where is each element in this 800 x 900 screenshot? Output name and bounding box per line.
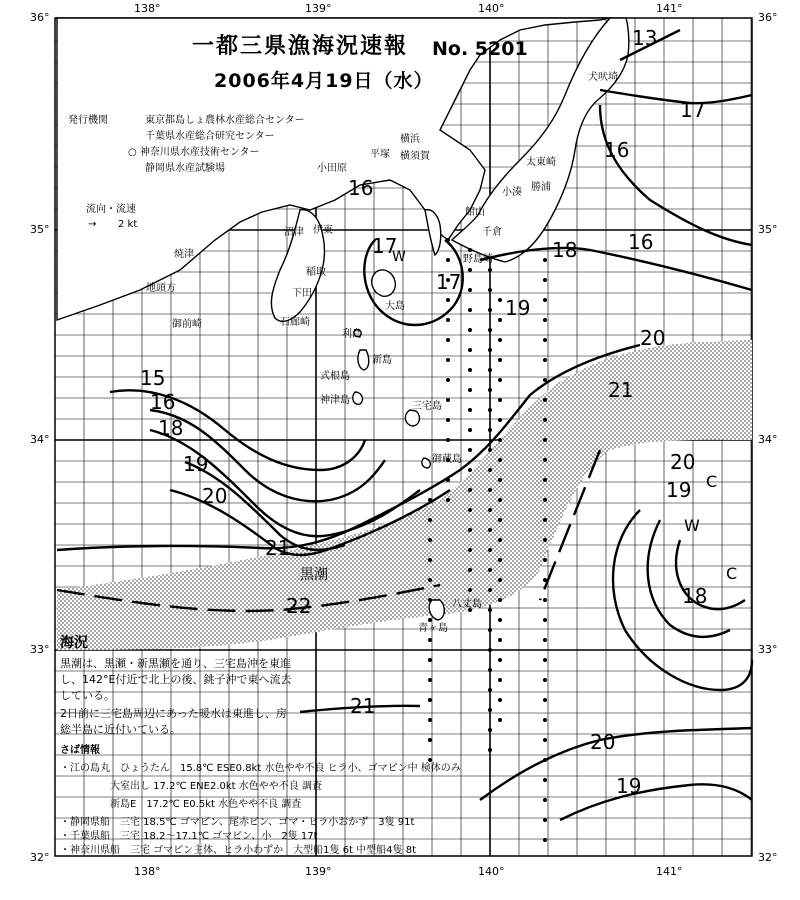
station-dot	[446, 478, 450, 482]
lat-tick-33-right: 33°	[758, 643, 778, 656]
station-dot	[543, 458, 547, 462]
station-dot	[543, 758, 547, 762]
station-dot	[446, 358, 450, 362]
place-ito: 伊東	[313, 225, 333, 236]
station-dot	[468, 448, 472, 452]
station-dot	[543, 478, 547, 482]
station-dot	[446, 258, 450, 262]
station-dot	[543, 378, 547, 382]
temp-label-21-west: 21	[265, 536, 291, 560]
station-dot	[488, 448, 492, 452]
station-dot	[543, 658, 547, 662]
circle-icon: ○	[128, 147, 137, 158]
station-dot	[468, 308, 472, 312]
temp-label-18-east: 18	[552, 238, 578, 262]
temp-label-18-ring: 18	[682, 584, 708, 608]
temp-label-19-ring: 19	[666, 478, 692, 502]
station-dot	[446, 498, 450, 502]
lat-tick-32-left: 32°	[30, 851, 50, 864]
place-inubozaki: 犬吠埼	[588, 72, 618, 83]
station-dot	[488, 628, 492, 632]
station-dot	[488, 608, 492, 612]
temp-label-17-east: 17	[680, 98, 706, 122]
temp-label-17-oshima: 17	[436, 270, 462, 294]
kozushima	[353, 392, 363, 404]
lat-tick-36-right: 36°	[758, 11, 778, 24]
station-dot	[498, 378, 502, 382]
station-dot	[488, 748, 492, 752]
place-aogashima: 青ヶ島	[418, 623, 448, 634]
station-dot	[488, 368, 492, 372]
station-dot	[543, 278, 547, 282]
station-dot	[543, 638, 547, 642]
station-dot	[468, 328, 472, 332]
temp-label-19-east: 19	[505, 296, 531, 320]
station-dot	[498, 398, 502, 402]
station-dot	[428, 658, 432, 662]
station-dot	[468, 348, 472, 352]
station-dot	[498, 638, 502, 642]
isotherm-19-ring	[648, 516, 730, 637]
station-dot	[543, 618, 547, 622]
station-dot	[543, 418, 547, 422]
place-shimoda: 下田	[292, 288, 312, 299]
station-dot	[468, 488, 472, 492]
station-dot	[428, 558, 432, 562]
station-dot	[498, 518, 502, 522]
temp-label-16-west: 16	[150, 390, 176, 414]
station-dot	[488, 348, 492, 352]
fishing-row-1: ・江の島丸 ひょうたん 15.8℃ ESE0.8kt 水色やや不良 ヒラ小、ゴマピン中 検体のみ	[60, 763, 461, 774]
sea-condition-line-4: 2日前に三宅島周辺にあった暖水は東進し、房	[60, 707, 287, 720]
isotherm-16-east	[600, 105, 752, 245]
station-dot	[498, 498, 502, 502]
place-odawara: 小田原	[317, 163, 347, 174]
station-dot	[468, 288, 472, 292]
place-toshima: 利島	[342, 329, 362, 340]
station-dot	[543, 538, 547, 542]
station-dot	[543, 498, 547, 502]
station-dot	[428, 578, 432, 582]
fishing-row-5: ・千葉県船 三宅 18.2～17.1℃ ゴマピン、小 2隻 17t	[60, 831, 318, 842]
station-dot	[428, 758, 432, 762]
station-dot	[543, 818, 547, 822]
station-dot	[428, 638, 432, 642]
isotherm-19-east	[560, 784, 752, 820]
station-dot	[543, 358, 547, 362]
temp-label-15: 15	[140, 366, 166, 390]
station-dot	[498, 458, 502, 462]
sea-condition-heading: 海況	[60, 635, 88, 651]
temp-label-21-east: 21	[608, 378, 634, 402]
station-dot	[498, 418, 502, 422]
sea-condition-line-5: 総半島に近付いている。	[60, 723, 181, 736]
station-dot	[428, 618, 432, 622]
station-dot	[498, 618, 502, 622]
station-dot	[488, 508, 492, 512]
place-hachijojima: 八丈島	[452, 599, 482, 610]
mikurajima	[422, 458, 430, 468]
fishing-row-3: 新島E 17.2℃ E0.5kt 水色やや不良 調査	[60, 799, 302, 810]
publisher-line-2: 千葉県水産総合研究センター	[145, 131, 275, 142]
temp-label-19-south: 19	[616, 774, 642, 798]
isotherm-18-west	[150, 430, 420, 536]
temp-label-16-izu: 16	[348, 176, 374, 200]
station-dot	[498, 538, 502, 542]
legend-speed: 2 kt	[118, 219, 138, 230]
station-dot	[488, 308, 492, 312]
place-yokohama: 横浜	[400, 134, 420, 145]
station-dot	[543, 398, 547, 402]
station-dot	[488, 548, 492, 552]
temp-label-20-ring: 20	[670, 450, 696, 474]
station-dot	[488, 648, 492, 652]
report-date: 2006年4月19日（水）	[214, 70, 434, 92]
fishing-row-4: ・静岡県船 三宅 18.5℃ ゴマピン、尾赤ピン、ゴマ・ヒラ小おかず 3隻 91t	[60, 817, 415, 828]
lat-tick-32-right: 32°	[758, 851, 778, 864]
station-dot	[468, 528, 472, 532]
temp-label-18-west: 18	[158, 416, 184, 440]
station-dot	[488, 428, 492, 432]
place-tateyama: 館山	[465, 207, 485, 218]
station-dot	[428, 538, 432, 542]
station-dot	[468, 388, 472, 392]
lat-tick-36-left: 36°	[30, 11, 50, 24]
station-dot	[428, 598, 432, 602]
sea-condition-line-3: している。	[60, 689, 115, 702]
station-dot	[498, 318, 502, 322]
station-dot	[446, 398, 450, 402]
station-dot	[498, 338, 502, 342]
station-dot	[468, 368, 472, 372]
station-dot	[498, 598, 502, 602]
place-kominato: 小湊	[502, 187, 522, 198]
publisher-line-3-text: 神奈川県水産技術センター	[139, 147, 260, 158]
station-dot	[488, 468, 492, 472]
station-dot	[498, 438, 502, 442]
publisher-line-3	[128, 148, 260, 158]
station-dot	[488, 568, 492, 572]
station-dot	[498, 678, 502, 682]
legend-current-label: 流向・流速	[86, 204, 136, 215]
station-dot	[468, 588, 472, 592]
publisher-line-1: 東京都島しょ農林水産総合センター	[145, 115, 305, 126]
station-dot	[428, 698, 432, 702]
miyakejima	[405, 410, 419, 426]
lon-tick-140-top: 140°	[478, 2, 505, 15]
station-dot	[543, 598, 547, 602]
lat-tick-34-right: 34°	[758, 433, 778, 446]
eddy-warm-mark: W	[392, 249, 406, 265]
station-dot	[488, 728, 492, 732]
station-dot	[468, 548, 472, 552]
station-dot	[468, 468, 472, 472]
lat-tick-35-right: 35°	[758, 223, 778, 236]
station-dot	[488, 388, 492, 392]
station-dot	[468, 248, 472, 252]
station-dot	[543, 338, 547, 342]
place-yokosuka: 横須賀	[400, 151, 430, 162]
place-inatori: 稲取	[306, 267, 326, 278]
eddy-cold-mark-1: C	[706, 472, 718, 491]
fishing-row-6: ・神奈川県船 三宅 ゴマピン主体、ヒラ小わずか 大型船1隻 6t 中型船4隻 8t	[60, 845, 417, 856]
niijima	[358, 350, 369, 370]
station-dot	[446, 438, 450, 442]
station-dot	[543, 838, 547, 842]
oshima	[372, 270, 396, 296]
place-yaizu: 焼津	[174, 249, 194, 260]
place-shikinejima: 式根島	[320, 371, 350, 382]
station-dot	[543, 318, 547, 322]
temp-label-20-east: 20	[640, 326, 666, 350]
station-dot	[498, 658, 502, 662]
station-dot	[488, 708, 492, 712]
station-dot	[428, 718, 432, 722]
lon-tick-141-top: 141°	[656, 2, 683, 15]
place-niijima: 新島	[372, 355, 392, 366]
station-dot	[543, 438, 547, 442]
place-taitozaki: 太東崎	[526, 157, 556, 168]
temp-label-22: 22	[286, 594, 312, 618]
place-katsuura: 勝浦	[531, 182, 551, 193]
temp-label-20-south: 20	[590, 730, 616, 754]
lat-tick-35-left: 35°	[30, 223, 50, 236]
publisher-line-4: 静岡県水産試験場	[145, 163, 225, 174]
fishing-heading: さば情報	[60, 745, 100, 756]
station-dot	[543, 738, 547, 742]
kuroshio-label: 黒潮	[300, 567, 328, 583]
station-dot	[488, 328, 492, 332]
temp-label-20-west: 20	[202, 484, 228, 508]
place-oshima: 大島	[385, 301, 405, 312]
temp-label-19-west: 19	[183, 452, 209, 476]
station-dot	[488, 668, 492, 672]
fishing-row-2: 大室出し 17.2℃ ENE2.0kt 水色やや不良 調査	[60, 781, 322, 792]
lon-tick-139-bottom: 139°	[305, 865, 332, 878]
station-dot	[543, 798, 547, 802]
station-dot	[428, 738, 432, 742]
station-dot	[488, 588, 492, 592]
publisher-label: 発行機関	[68, 115, 108, 126]
temp-label-17-bay: 17	[372, 234, 398, 258]
lon-tick-141-bottom: 141°	[656, 865, 683, 878]
station-dot	[446, 318, 450, 322]
station-dot	[543, 258, 547, 262]
station-dot	[543, 558, 547, 562]
station-dot	[498, 558, 502, 562]
lat-tick-33-left: 33°	[30, 643, 50, 656]
station-dot	[498, 358, 502, 362]
station-dot	[498, 718, 502, 722]
legend-arrow-icon: →	[88, 219, 97, 230]
station-dot	[446, 298, 450, 302]
station-dot	[468, 408, 472, 412]
station-dot	[446, 418, 450, 422]
temp-label-16-east: 16	[604, 138, 630, 162]
station-dot	[488, 408, 492, 412]
lon-tick-139-top: 139°	[305, 2, 332, 15]
sea-condition-line-2: し、142°E付近で北上の後、銚子沖で東へ流去	[60, 673, 292, 686]
place-irozaki: 石廊崎	[280, 317, 310, 328]
eddy-cold-mark-2: C	[726, 564, 738, 583]
report-title: 一都三県漁海況速報	[192, 34, 409, 59]
temp-label-16-far-east: 16	[628, 230, 654, 254]
lon-tick-140-bottom: 140°	[478, 865, 505, 878]
place-kozushima: 神津島	[320, 395, 350, 406]
station-dot	[543, 678, 547, 682]
station-dot	[446, 338, 450, 342]
lat-tick-34-left: 34°	[30, 433, 50, 446]
station-dot	[468, 428, 472, 432]
isotherm-17-east	[600, 90, 752, 103]
place-chikura: 千倉	[482, 227, 502, 238]
station-dot	[446, 378, 450, 382]
station-dot	[488, 488, 492, 492]
temp-label-21-south: 21	[350, 694, 376, 718]
station-dot	[543, 698, 547, 702]
station-dot	[498, 478, 502, 482]
station-dot	[543, 718, 547, 722]
station-dot	[488, 288, 492, 292]
station-dot	[543, 578, 547, 582]
station-dot	[498, 298, 502, 302]
station-dot	[543, 298, 547, 302]
place-numazu: 沼津	[284, 227, 304, 238]
station-dot	[488, 268, 492, 272]
temp-label-13: 13	[632, 26, 658, 50]
place-nojimazaki: 野島崎	[463, 254, 493, 265]
eddy-warm-mark-east: W	[684, 516, 700, 535]
station-dot	[468, 268, 472, 272]
station-dot	[428, 498, 432, 502]
station-dot	[498, 578, 502, 582]
station-dot	[543, 778, 547, 782]
station-dot	[498, 698, 502, 702]
station-dot	[488, 528, 492, 532]
station-dot	[468, 568, 472, 572]
station-dot	[543, 518, 547, 522]
place-hiratsuka: 平塚	[370, 149, 390, 160]
lon-tick-138-bottom: 138°	[134, 865, 161, 878]
place-jitogata: 地頭方	[146, 283, 176, 294]
hachijojima	[429, 600, 444, 620]
place-mikurajima: 御蔵島	[432, 454, 462, 465]
sea-condition-line-1: 黒潮は、黒瀬・新黒瀬を通り、三宅島沖を東進	[60, 657, 291, 670]
station-dot	[428, 678, 432, 682]
report-number: No. 5201	[432, 38, 528, 60]
place-miyakejima: 三宅島	[412, 401, 442, 412]
station-dot	[488, 688, 492, 692]
station-dot	[468, 508, 472, 512]
place-omaezaki: 御前崎	[172, 319, 202, 330]
station-dot	[446, 238, 450, 242]
lon-tick-138-top: 138°	[134, 2, 161, 15]
station-dot	[428, 518, 432, 522]
